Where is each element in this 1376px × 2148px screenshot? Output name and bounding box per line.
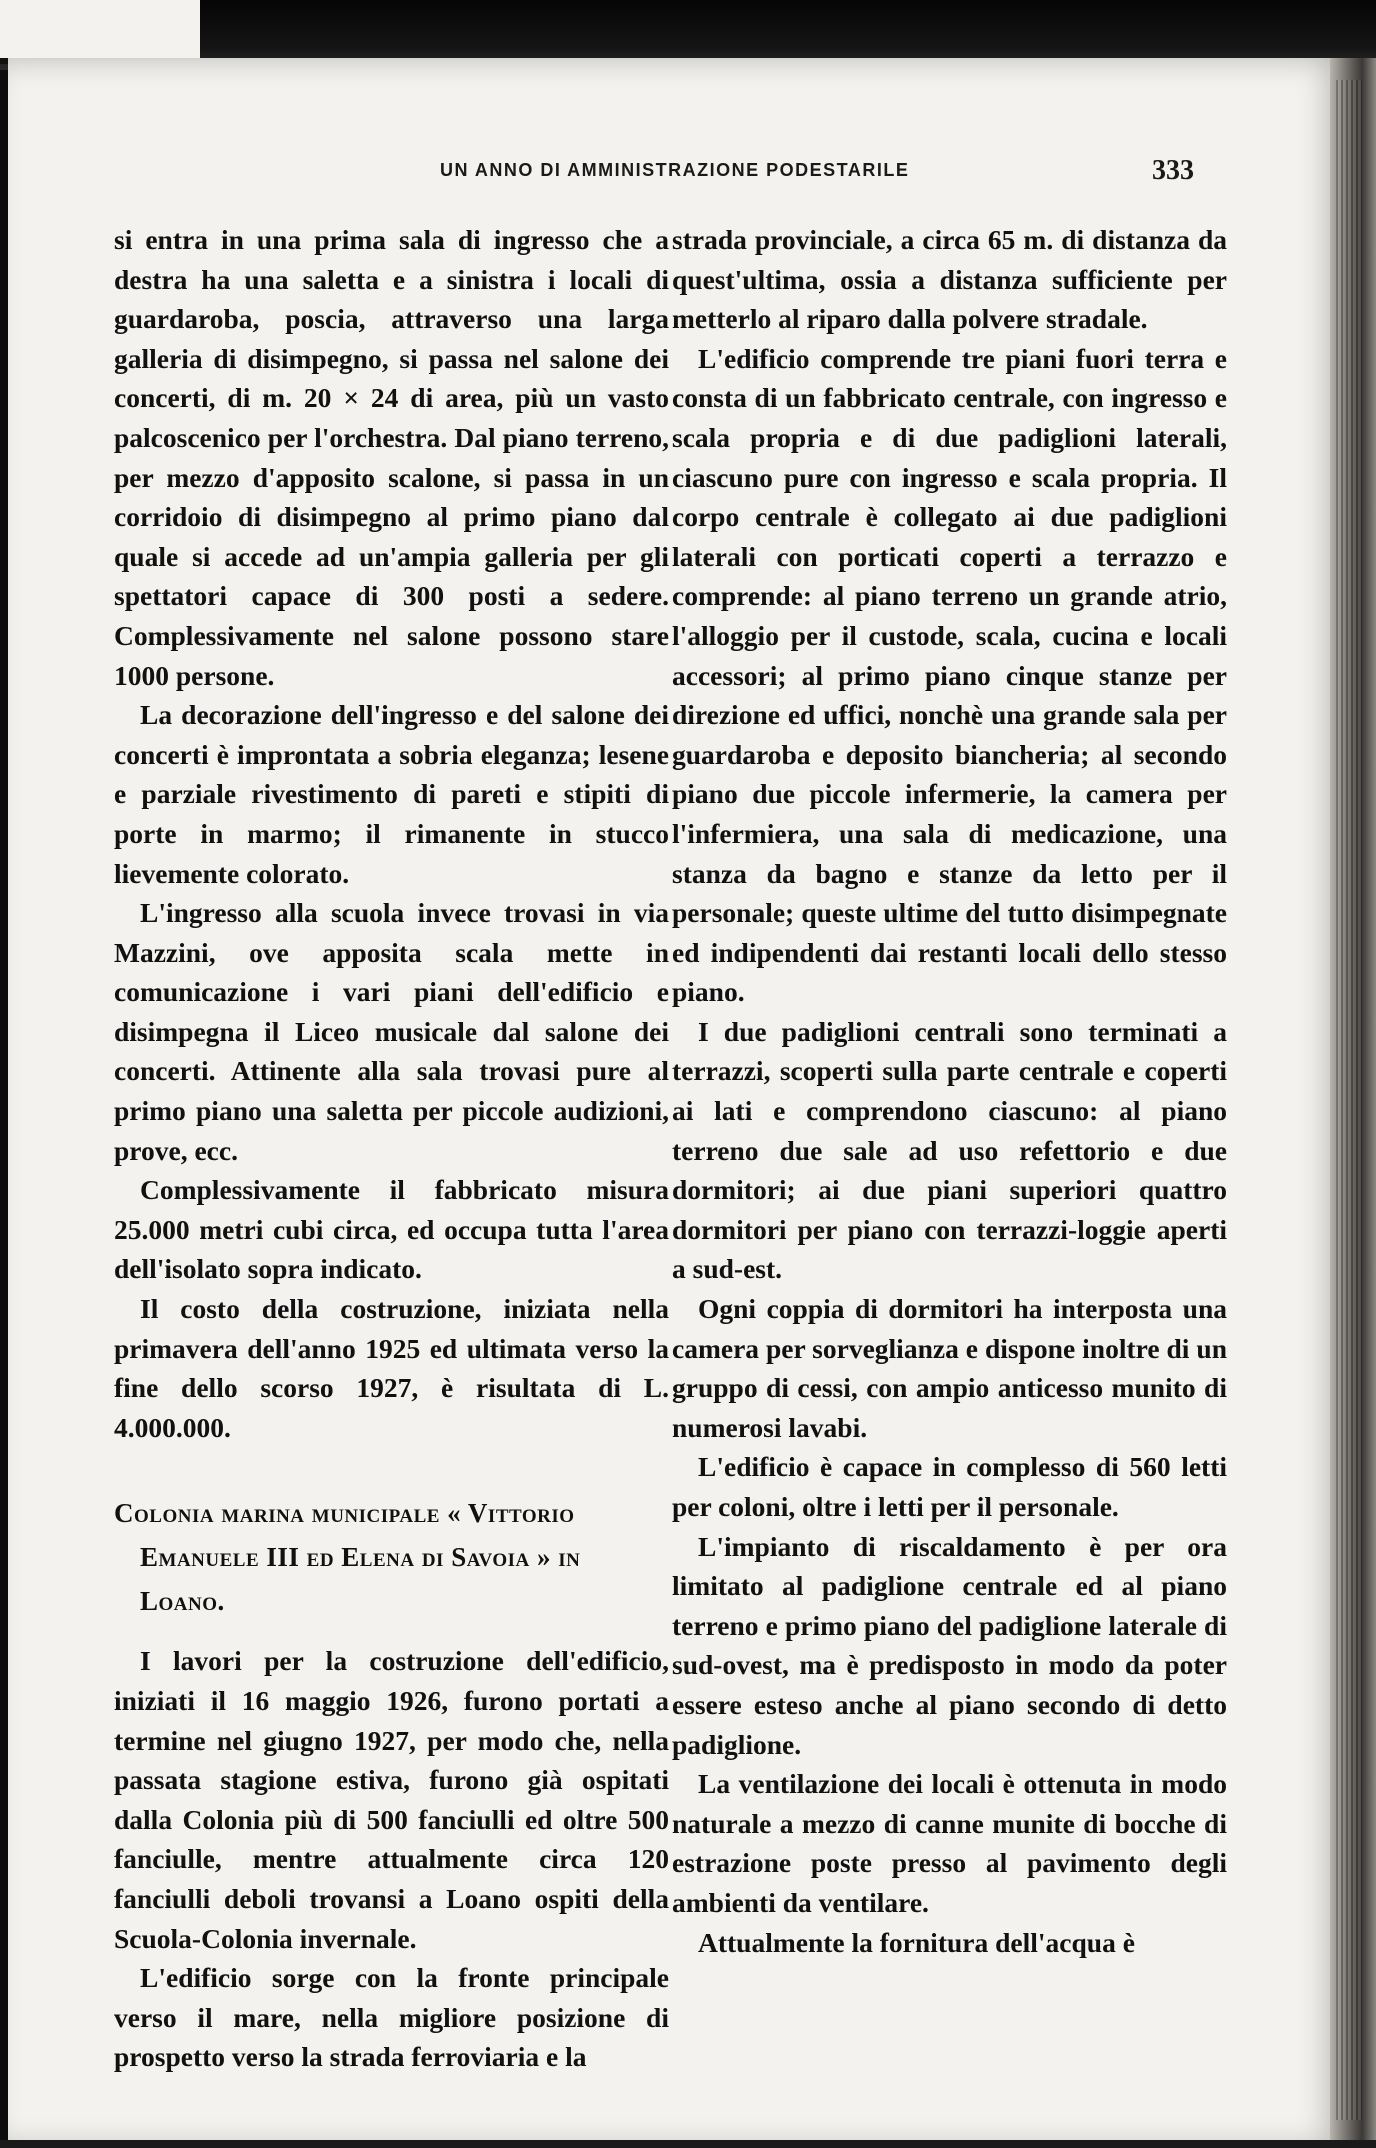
page-number: 333 <box>1152 155 1194 186</box>
page-stack-lines <box>1336 80 1362 2120</box>
right-paragraph-4: Ogni coppia di dormitori ha interposta una camera per sorveglianza e dispone inoltre di un gruppo di cessi, con ampio anticesso munito di numerosi lavabi. <box>672 1293 1227 1443</box>
section-title-line-1: Colonia marina municipale « Vittorio <box>114 1498 575 1529</box>
left-paragraph-6: I lavori per la costruzione dell'edificio, iniziati il 16 maggio 1926, furono portati a termine nel giugno 1927, per modo che, nella passata stagione estiva, furono già ospitati dalla Colonia più di 500 fanciulli ed oltre 500 fanciulle, mentre attualmente circa 120 fanciulli deboli trovansi a Loano ospiti della Scuola-Colonia invernale. <box>114 1645 669 1954</box>
section-title <box>114 1491 669 1623</box>
section-gap <box>114 1447 669 1491</box>
section-title-line-3: Loano. <box>140 1586 225 1617</box>
left-paragraph-3: L'ingresso alla scuola invece trovasi in via Mazzini, ove apposita scala mette in comunicazione i vari piani dell'edificio e disimpegna il Liceo musicale dal salone dei concerti. Attinente alla sala trovasi pure al primo piano una saletta per piccole audizioni, prove, ecc. <box>114 897 669 1166</box>
running-head: UN ANNO DI AMMINISTRAZIONE PODESTARILE <box>440 160 910 180</box>
right-paragraph-6: L'impianto di riscaldamento è per ora limitato al padiglione centrale ed al piano terreno e primo piano del padiglione laterale di sud-ovest, ma è predisposto in modo da poter essere esteso anche al piano secondo di detto padiglione. <box>672 1530 1227 1760</box>
right-paragraph-1: strada provinciale, a circa 65 m. di distanza da quest'ultima, ossia a distanza sufficiente per metterlo al riparo dalla polvere stradale. <box>672 224 1227 335</box>
scan-bottom-border <box>0 2140 1376 2148</box>
right-paragraph-7: La ventilazione dei locali è ottenuta in modo naturale a mezzo di canne munite di bocche di estrazione poste presso al pavimento degli ambienti da ventilare. <box>672 1768 1227 1918</box>
left-paragraph-1: si entra in una prima sala di ingresso che a destra ha una saletta e a sinistra i locali di guardaroba, poscia, attraverso una larga galleria di disimpegno, si passa nel salone dei concerti, di m. 20 × 24 di area, più un vasto palcoscenico per l'orchestra. Dal piano terreno, per mezzo d'apposito scalone, si passa in un corridoio di disimpegno al primo piano dal quale si accede ad un'ampia galleria per gli spettatori capace di 300 posti a sedere. Complessivamente nel salone possono stare 1000 persone. <box>114 224 669 691</box>
left-column <box>114 220 669 2077</box>
page-header <box>0 155 1376 185</box>
scan-corner <box>0 0 200 64</box>
right-paragraph-3: I due padiglioni centrali sono terminati a terrazzi, scoperti sulla parte centrale e coperti ai lati e comprendono ciascuno: al piano terreno due sale ad uso refettorio e due dormitori; ai due piani superiori quattro dormitori per piano con terrazzi-loggie aperti a sud-est. <box>672 1015 1227 1285</box>
left-paragraph-4: Complessivamente il fabbricato misura 25.000 metri cubi circa, ed occupa tutta l'area dell'isolato sopra indicato. <box>114 1174 669 1285</box>
left-paragraph-7: L'edificio sorge con la fronte principale verso il mare, nella migliore posizione di prospetto verso la strada ferroviaria e la <box>114 1962 669 2073</box>
right-paragraph-5: L'edificio è capace in complesso di 560 letti per coloni, oltre i letti per il personale. <box>672 1451 1227 1522</box>
right-paragraph-2: L'edificio comprende tre piani fuori terra e consta di un fabbricato centrale, con ingresso e scala propria e di due padiglioni laterali, ciascuno pure con ingresso e scala propria. Il corpo centrale è collegato ai due padiglioni laterali con porticati coperti a terrazzo e comprende: al piano terreno un grande atrio, l'alloggio per il custode, scala, cucina e locali accessori; al primo piano cinque stanze per direzione ed uffici, nonchè una grande sala per guardaroba e deposito biancheria; al secondo piano due piccole infermerie, la camera per l'infermiera, una sala di medicazione, una stanza da bagno e stanze da letto per il personale; queste ultime del tutto disimpegnate ed indipendenti dai restanti locali dello stesso piano. <box>672 342 1227 1008</box>
right-column <box>672 220 1227 1962</box>
left-paragraph-5: Il costo della costruzione, iniziata nella primavera dell'anno 1925 ed ultimata verso la fine dello scorso 1927, è risultata di L. 4.000.000. <box>114 1293 669 1443</box>
section-title-line-2: Emanuele III ed Elena di Savoia » in <box>140 1542 581 1573</box>
left-paragraph-2: La decorazione dell'ingresso e del salone dei concerti è improntata a sobria eleganza; lesene e parziale rivestimento di pareti e stipiti di porte in marmo; il rimanente in stucco lievemente colorato. <box>114 699 669 889</box>
right-paragraph-8: Attualmente la fornitura dell'acqua è <box>698 1926 1135 1958</box>
section-gap-2 <box>114 1623 669 1641</box>
